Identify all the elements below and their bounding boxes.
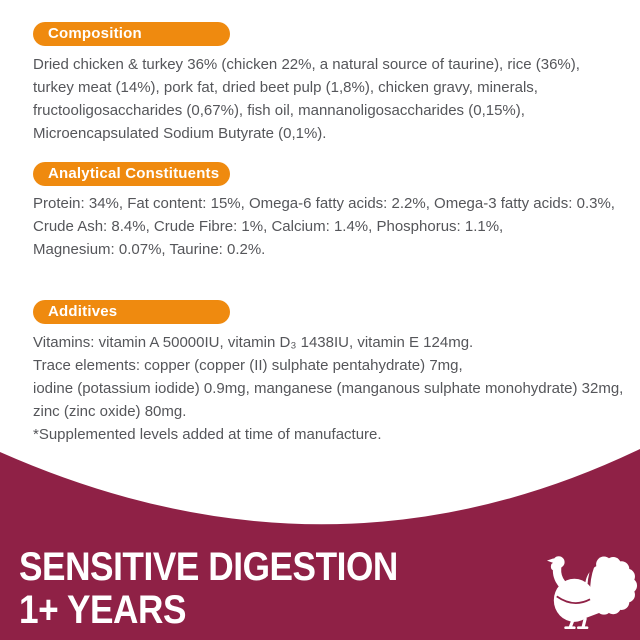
ingredient-line: Dried chicken & turkey 36% (chicken 22%, a natural source of taurine), rice (36%), — [33, 56, 580, 73]
banner-title-line1: SENSITIVE DIGESTION — [19, 545, 398, 589]
additives-text — [33, 331, 623, 446]
additive-line: Vitamins: vitamin A 50000IU, vitamin D₃ 1438IU, vitamin E 124mg. — [33, 334, 474, 351]
turkey-icon — [545, 551, 638, 630]
ingredient-line: Microencapsulated Sodium Butyrate (0,1%). — [33, 125, 327, 142]
composition-text — [33, 53, 580, 145]
additives-badge: Additives — [33, 300, 230, 324]
ingredient-line: turkey meat (14%), pork fat, dried beet pulp (1,8%), chicken gravy, minerals, — [33, 79, 538, 96]
analysis-line: Crude Ash: 8.4%, Crude Fibre: 1%, Calcium: 1.4%, Phosphorus: 1.1%, — [33, 218, 504, 235]
ingredient-line: fructooligosaccharides (0,67%), fish oil, mannanoligosaccharides (0,15%), — [33, 102, 525, 119]
additive-line: iodine (potassium iodide) 0.9mg, manganese (manganous sulphate monohydrate) 32mg, — [33, 380, 624, 397]
composition-badge: Composition — [33, 22, 230, 46]
analysis-line: Magnesium: 0.07%, Taurine: 0.2%. — [33, 241, 266, 258]
analytical-constituents-text — [33, 192, 615, 261]
analysis-line: Protein: 34%, Fat content: 15%, Omega-6 fatty acids: 2.2%, Omega-3 fatty acids: 0.3%, — [33, 195, 615, 212]
banner-title-line2: 1+ YEARS — [19, 588, 187, 632]
additive-line: *Supplemented levels added at time of manufacture. — [33, 426, 382, 443]
additive-line: zinc (zinc oxide) 80mg. — [33, 403, 187, 420]
additive-line: Trace elements: copper (copper (II) sulphate pentahydrate) 7mg, — [33, 357, 463, 374]
analytical-constituents-badge: Analytical Constituents — [33, 162, 230, 186]
